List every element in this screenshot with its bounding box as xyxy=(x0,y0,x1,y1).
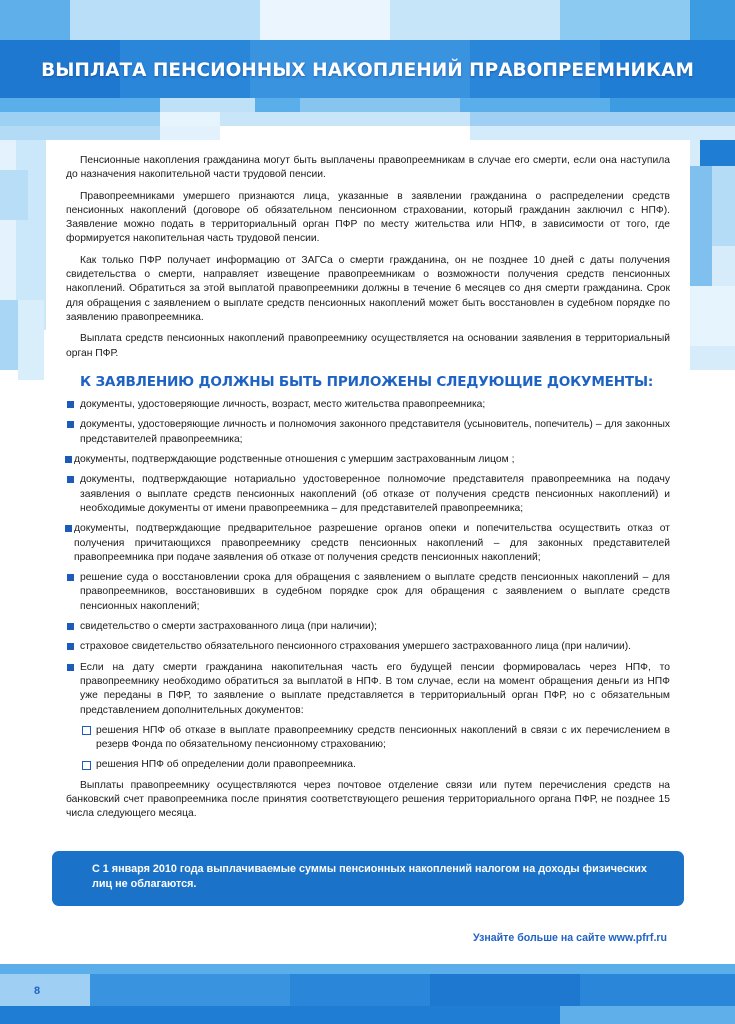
square-bullet-icon xyxy=(67,476,74,483)
documents-heading: К ЗАЯВЛЕНИЮ ДОЛЖНЫ БЫТЬ ПРИЛОЖЕНЫ СЛЕДУЮЩИЕ ДОКУМЕНТЫ: xyxy=(80,373,654,390)
document-text: документы, подтверждающие нотариально удостоверенное полномочие представителя правопреемника на подачу заявления о выплате средств пенсионных накоплений (об отказе от получения средств пенсионных накоплений) и необходимые документы от имени правопреемника – для представителей правопреемника; xyxy=(80,474,670,514)
square-bullet-icon xyxy=(65,525,72,532)
main-content xyxy=(66,154,670,829)
document-text: страховое свидетельство обязательного пенсионного страхования умершего застрахованного лица (при наличии). xyxy=(80,641,632,653)
intro-paragraph: Как только ПФР получает информацию от ЗАГСа о смерти гражданина, он не позднее 10 дней с даты получения свидетельства о смерти, направляет извещение правопреемникам о возможности получения средств пенсионных накоплений. Обратиться за этой выплатой правопреемники должны в течение 6 месяцев со дня смерти гражданина. Срок для обращения с заявлением о выплате средств пенсионных накоплений может быть восстановлен в судебном порядке по заявлению правопреемника. xyxy=(66,254,670,323)
page-title: ВЫПЛАТА ПЕНСИОННЫХ НАКОПЛЕНИЙ ПРАВОПРЕЕМНИКАМ xyxy=(41,60,694,81)
document-text: свидетельство о смерти застрахованного лица (при наличии); xyxy=(80,621,378,633)
hollow-square-bullet-icon xyxy=(82,726,91,735)
tax-notice-box xyxy=(52,851,684,906)
sub-document-item xyxy=(66,724,670,753)
document-list-item xyxy=(66,473,670,516)
document-list-item xyxy=(66,522,670,565)
document-list-item xyxy=(66,398,670,412)
page-number: 8 xyxy=(34,985,41,997)
square-bullet-icon xyxy=(65,456,72,463)
sub-document-item xyxy=(66,758,670,772)
document-list-item xyxy=(66,453,670,467)
document-text: документы, подтверждающие предварительное разрешение органов опеки и попечительства осуществить отказ от получения причитающихся правопреемнику средств пенсионных накоплений – для законных представителей правопреемника при подаче заявления об отказе от получения средств пенсионных накоплений; xyxy=(74,523,670,563)
document-list-item xyxy=(66,661,670,718)
document-list-item xyxy=(66,640,670,654)
tax-notice-text: С 1 января 2010 года выплачиваемые суммы пенсионных накоплений налогом на доходы физических лиц не облагаются. xyxy=(92,863,647,890)
closing-paragraph: Выплаты правопреемнику осуществляются через почтовое отделение связи или путем перечисления средств на банковский счет правопреемника после принятия соответствующего решения территориального органа ПФР, не позднее 15 числа следующего месяца. xyxy=(66,779,670,820)
square-bullet-icon xyxy=(67,623,74,630)
square-bullet-icon xyxy=(67,401,74,408)
square-bullet-icon xyxy=(67,643,74,650)
intro-paragraph: Пенсионные накопления гражданина могут быть выплачены правопреемникам в случае его смерти, если она наступила до назначения накопительной части трудовой пенсии. xyxy=(66,155,670,181)
document-text: решение суда о восстановлении срока для обращения с заявлением о выплате средств пенсионных накоплений – для правопреемников, восстановивших в судебном порядке срок для обращения с заявлением о выплате средств пенсионных накоплений; xyxy=(80,572,670,612)
document-text: документы, удостоверяющие личность и полномочия законного представителя (усыновитель, попечитель) – для законных представителей правопреемника; xyxy=(80,419,670,445)
sub-document-text: решения НПФ об отказе в выплате правопреемнику средств пенсионных накоплений в связи с их перечислением в резерв Фонда по обязательному пенсионному страхованию; xyxy=(96,724,670,751)
document-list-item xyxy=(66,620,670,634)
document-text: документы, подтверждающие родственные отношения с умершим застрахованным лицом ; xyxy=(74,454,515,466)
document-list-item xyxy=(66,418,670,447)
sub-document-text: решения НПФ об определении доли правопреемника. xyxy=(96,759,356,771)
intro-paragraph: Правопреемниками умершего признаются лица, указанные в заявлении гражданина о распределении средств пенсионных накоплений (договоре об обязательном пенсионном страховании, который гражданин заключил с НПФ). Заявление можно подать в территориальный орган ПФР по месту жительства или НПФ, в зависимости от того, где формируется накопительная часть трудовой пенсии. xyxy=(66,190,670,245)
document-text: Если на дату смерти гражданина накопительная часть его будущей пенсии формировалась через НПФ, то правопреемнику необходимо обратиться за выплатой в НПФ. В том случае, если на момент обращения деньги из НПФ уже переданы в ПФР, то заявление о выплате представляется в территориальный орган ПФР, но с обязательным представлением дополнительных документов: xyxy=(80,661,670,716)
document-list-item xyxy=(66,571,670,614)
website-link[interactable]: Узнайте больше на сайте www.pfrf.ru xyxy=(473,932,667,944)
intro-paragraph: Выплата средств пенсионных накоплений правопреемнику осуществляется на основании заявления в территориальный орган ПФР. xyxy=(66,333,670,359)
square-bullet-icon xyxy=(67,574,74,581)
square-bullet-icon xyxy=(67,421,74,428)
document-text: документы, удостоверяющие личность, возраст, место жительства правопреемника; xyxy=(80,399,486,411)
hollow-square-bullet-icon xyxy=(82,761,91,770)
square-bullet-icon xyxy=(67,664,74,671)
